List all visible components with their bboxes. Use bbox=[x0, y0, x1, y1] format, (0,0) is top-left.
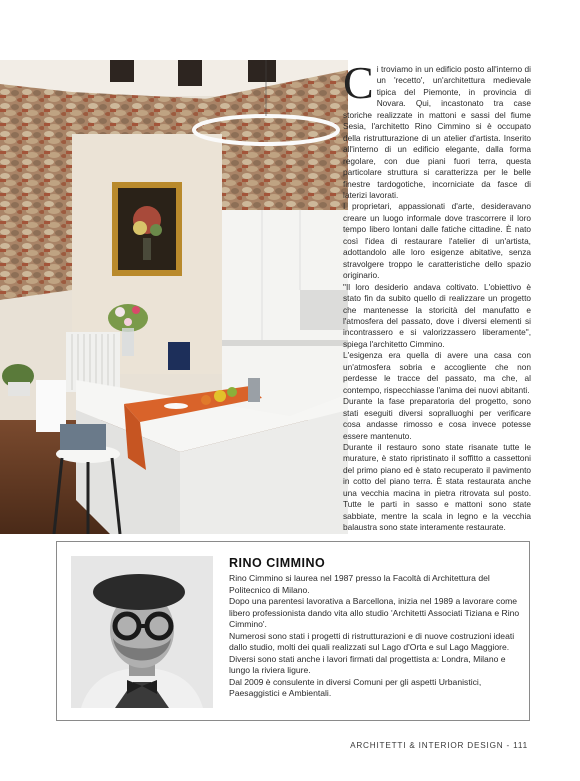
article-paragraph-1-text: i troviamo in un edificio posto all'interno di un 'recetto', un'architettura medievale tipica del Piemonte, in provincia di Novara. Qui, incastonato tra case storiche realizzate in mattoni e sassi del fiume Sesia, l'architetto Rino Cimmino si è occupato della ristrutturazione di un atelier d'artista. Inserito all'interno di un edificio elegante, dalla forma regolare, con due piani fuori terra, questa particolare struttura si caratterizza per le belle finestre tardogotiche, incorniciate da fasce di laterizi lavorati. bbox=[343, 64, 531, 200]
article-text bbox=[343, 57, 531, 534]
article-paragraph-4: L'esigenza era quella di avere una casa con un'atmosfera sobria e accogliente che non perdesse le tracce del passato, ma che, al contempo, rispecchiasse l'anima dei nuovi abitanti. bbox=[343, 350, 531, 395]
bio-paragraph-5: Dal 2009 è consulente in diversi Comuni per gli aspetti Urbanistici, Paesaggistici e Ambientali. bbox=[229, 676, 482, 698]
bio-paragraph-2: Dopo una parentesi lavorativa a Barcellona, inizia nel 1989 a lavorare come libero professionista dando vita allo studio 'Architetti Associati Tiziana e Rino Cimmino'. bbox=[229, 596, 520, 629]
article-paragraph-5: Durante la fase preparatoria del progetto, sono stati eseguiti diversi sopralluoghi per verificare cosa andasse rimosso e cosa invece potesse essere mantenuto. bbox=[343, 396, 531, 441]
bio-name: RINO CIMMINO bbox=[229, 556, 326, 570]
bio-paragraph-4: Diversi sono stati anche i lavori firmati dal progettista a: Londra, Milano e lungo la riviera ligure. bbox=[229, 653, 506, 675]
page-footer: ARCHITETTI & INTERIOR DESIGN - 111 bbox=[350, 741, 528, 750]
article-paragraph-3: "Il loro desiderio andava coltivato. L'obiettivo è stato fin da subito quello di realizzare un progetto che mantenesse la storicità del manufatto e l'atmosfera del passato, dove i diversi elementi si incontrassero e si valorizzassero liberamente", spiega l'architetto Cimmino. bbox=[343, 281, 531, 349]
article-paragraph-2: I proprietari, appassionati d'arte, desideravano creare un luogo informale dove trascorrere il loro tempo libero lontani dalle fatiche cittadine. È nato così l'idea di restaurare l'atelier di un'artista, adottandolo alle loro esigenze abitative, senza stravolgere troppo le caratteristiche dello spazio originario. bbox=[343, 201, 531, 281]
interior-photo bbox=[0, 60, 348, 534]
article-paragraph-1 bbox=[343, 57, 531, 201]
bio-paragraph-1: Rino Cimmino si laurea nel 1987 presso la Facoltà di Architettura del Politecnico di Milano. bbox=[229, 573, 490, 595]
drop-cap: C bbox=[343, 57, 374, 108]
architect-portrait bbox=[71, 556, 213, 708]
bio-paragraph-3: Numerosi sono stati i progetti di ristrutturazioni e di nuove costruzioni ideati dallo studio, molti dei quali realizzati sul Lago d'Orta e sul Lago Maggiore. bbox=[229, 630, 515, 652]
article-paragraph-6: Durante il restauro sono state risanate tutte le murature, è stato ripristinato il soffitto a cassettoni del primo piano ed è stato recuperato il pavimento in cotto del piano terra. È stata restaurata anche una vecchia macina in pietra ritrovata sul posto. Tutte le parti in sasso e mattoni sono state sabbiate, mentre la scala in legno e la vecchia balaustra sono state interamente restaurate. bbox=[343, 441, 531, 533]
bio-text bbox=[229, 556, 521, 700]
bio-box bbox=[56, 541, 530, 721]
